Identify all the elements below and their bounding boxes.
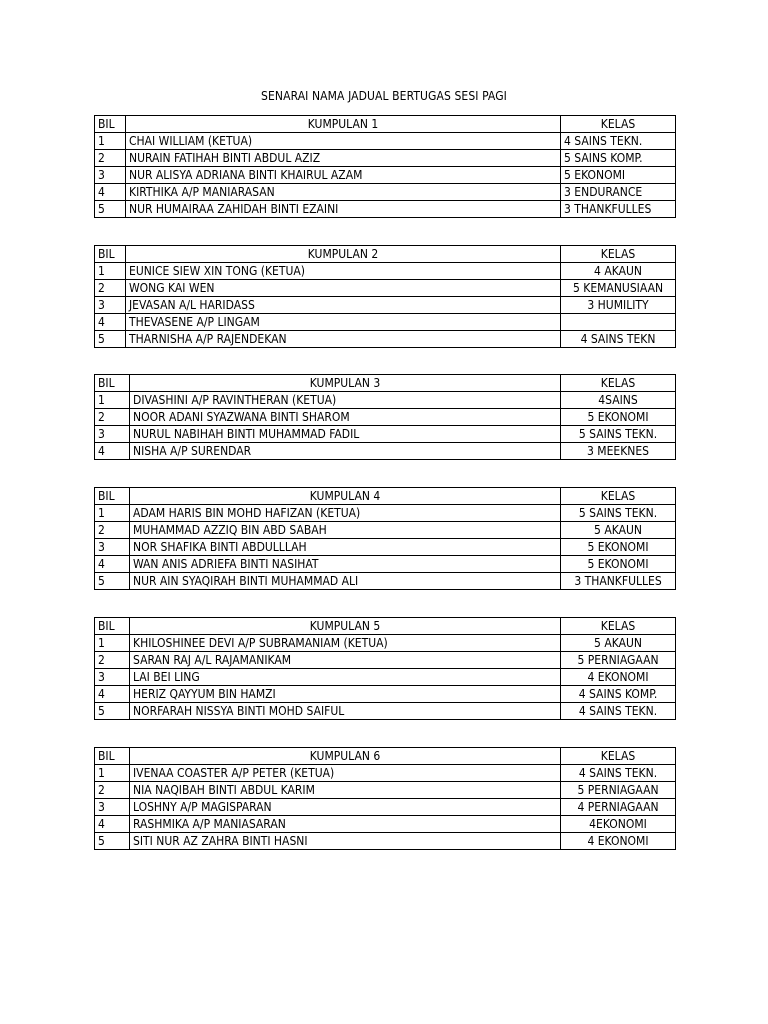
- table-row: [95, 522, 676, 539]
- student-name: NOR SHAFIKA BINTI ABDULLLAH: [130, 539, 561, 556]
- student-name: JEVASAN A/L HARIDASS: [126, 297, 561, 314]
- row-number: 3: [95, 539, 130, 556]
- student-class: 3 HUMILITY: [561, 297, 676, 314]
- student-name: HERIZ QAYYUM BIN HAMZI: [130, 686, 561, 703]
- table-row: [95, 426, 676, 443]
- table-row: [95, 505, 676, 522]
- group-name-header: KUMPULAN 5: [130, 618, 561, 635]
- row-number: 3: [95, 799, 130, 816]
- table-row: [95, 392, 676, 409]
- row-number: 2: [95, 652, 130, 669]
- table-row: [95, 314, 676, 331]
- kumpulan-5-table: [94, 617, 676, 720]
- row-number: 5: [95, 573, 130, 590]
- row-number: 2: [95, 409, 130, 426]
- table-row: [95, 669, 676, 686]
- row-number: 4: [95, 816, 130, 833]
- student-name: IVENAA COASTER A/P PETER (KETUA): [130, 765, 561, 782]
- student-class: 3 ENDURANCE: [561, 184, 676, 201]
- row-number: 1: [95, 505, 130, 522]
- kumpulan-4-table: [94, 487, 676, 590]
- table-row: [95, 331, 676, 348]
- table-row: [95, 133, 676, 150]
- table-row: [95, 184, 676, 201]
- row-number: 4: [95, 443, 130, 460]
- row-number: 3: [95, 167, 126, 184]
- student-name: NURUL NABIHAH BINTI MUHAMMAD FADIL: [130, 426, 561, 443]
- kelas-header: KELAS: [561, 375, 676, 392]
- student-name: EUNICE SIEW XIN TONG (KETUA): [126, 263, 561, 280]
- student-class: 4 SAINS TEKN: [561, 331, 676, 348]
- student-name: THARNISHA A/P RAJENDEKAN: [126, 331, 561, 348]
- group-name-header: KUMPULAN 4: [130, 488, 561, 505]
- row-number: 1: [95, 263, 126, 280]
- student-name: CHAI WILLIAM (KETUA): [126, 133, 561, 150]
- student-class: 4 AKAUN: [561, 263, 676, 280]
- student-class: 5 SAINS TEKN.: [561, 505, 676, 522]
- table-row: [95, 443, 676, 460]
- row-number: 4: [95, 314, 126, 331]
- student-name: WAN ANIS ADRIEFA BINTI NASIHAT: [130, 556, 561, 573]
- student-class: 4 EKONOMI: [561, 833, 676, 850]
- row-number: 3: [95, 669, 130, 686]
- row-number: 1: [95, 635, 130, 652]
- student-class: 3 THANKFULLES: [561, 573, 676, 590]
- row-number: 4: [95, 686, 130, 703]
- kelas-header: KELAS: [561, 116, 676, 133]
- kelas-header: KELAS: [561, 488, 676, 505]
- table-row: [95, 297, 676, 314]
- row-number: 5: [95, 833, 130, 850]
- student-name: LAI BEI LING: [130, 669, 561, 686]
- table-row: [95, 799, 676, 816]
- student-name: MUHAMMAD AZZIQ BIN ABD SABAH: [130, 522, 561, 539]
- student-name: THEVASENE A/P LINGAM: [126, 314, 561, 331]
- student-class: 5 PERNIAGAAN: [561, 652, 676, 669]
- table-row: [95, 703, 676, 720]
- table-row: [95, 686, 676, 703]
- table-row: [95, 765, 676, 782]
- student-name: KHILOSHINEE DEVI A/P SUBRAMANIAM (KETUA): [130, 635, 561, 652]
- student-class: 5 EKONOMI: [561, 556, 676, 573]
- row-number: 2: [95, 782, 130, 799]
- table-row: [95, 409, 676, 426]
- group-name-header: KUMPULAN 2: [126, 246, 561, 263]
- student-class: 5 EKONOMI: [561, 409, 676, 426]
- document-title: SENARAI NAMA JADUAL BERTUGAS SESI PAGI: [261, 89, 507, 103]
- student-class: 5 EKONOMI: [561, 539, 676, 556]
- kelas-header: KELAS: [561, 748, 676, 765]
- row-number: 4: [95, 556, 130, 573]
- kumpulan-1-table: [94, 115, 676, 218]
- row-number: 1: [95, 133, 126, 150]
- table-row: [95, 573, 676, 590]
- row-number: 4: [95, 184, 126, 201]
- student-name: NUR AIN SYAQIRAH BINTI MUHAMMAD ALI: [130, 573, 561, 590]
- student-class: [561, 314, 676, 331]
- row-number: 1: [95, 765, 130, 782]
- student-class: 3 MEEKNES: [561, 443, 676, 460]
- table-row: [95, 833, 676, 850]
- student-class: 5 EKONOMI: [561, 167, 676, 184]
- student-class: 5 KEMANUSIAAN: [561, 280, 676, 297]
- student-name: NUR HUMAIRAA ZAHIDAH BINTI EZAINI: [126, 201, 561, 218]
- student-class: 5 AKAUN: [561, 522, 676, 539]
- student-class: 4 SAINS TEKN.: [561, 133, 676, 150]
- table-header-row: [95, 618, 676, 635]
- student-name: LOSHNY A/P MAGISPARAN: [130, 799, 561, 816]
- student-class: 4 SAINS TEKN.: [561, 703, 676, 720]
- table-row: [95, 635, 676, 652]
- kelas-header: KELAS: [561, 618, 676, 635]
- table-row: [95, 201, 676, 218]
- table-row: [95, 816, 676, 833]
- table-row: [95, 556, 676, 573]
- bil-header: BIL: [95, 488, 130, 505]
- table-row: [95, 782, 676, 799]
- student-name: NOOR ADANI SYAZWANA BINTI SHAROM: [130, 409, 561, 426]
- group-name-header: KUMPULAN 6: [130, 748, 561, 765]
- table-row: [95, 280, 676, 297]
- student-name: KIRTHIKA A/P MANIARASAN: [126, 184, 561, 201]
- table-row: [95, 150, 676, 167]
- student-class: 4EKONOMI: [561, 816, 676, 833]
- table-header-row: [95, 246, 676, 263]
- row-number: 3: [95, 297, 126, 314]
- student-class: 5 PERNIAGAAN: [561, 782, 676, 799]
- table-header-row: [95, 748, 676, 765]
- table-row: [95, 263, 676, 280]
- row-number: 5: [95, 331, 126, 348]
- student-class: 4 PERNIAGAAN: [561, 799, 676, 816]
- kumpulan-3-table: [94, 374, 676, 460]
- student-name: NURAIN FATIHAH BINTI ABDUL AZIZ: [126, 150, 561, 167]
- kelas-header: KELAS: [561, 246, 676, 263]
- row-number: 1: [95, 392, 130, 409]
- student-name: NUR ALISYA ADRIANA BINTI KHAIRUL AZAM: [126, 167, 561, 184]
- table-row: [95, 652, 676, 669]
- row-number: 2: [95, 150, 126, 167]
- table-row: [95, 539, 676, 556]
- row-number: 5: [95, 201, 126, 218]
- table-row: [95, 167, 676, 184]
- student-class: 4 SAINS KOMP.: [561, 686, 676, 703]
- student-name: NIA NAQIBAH BINTI ABDUL KARIM: [130, 782, 561, 799]
- row-number: 2: [95, 522, 130, 539]
- bil-header: BIL: [95, 246, 126, 263]
- student-name: SARAN RAJ A/L RAJAMANIKAM: [130, 652, 561, 669]
- student-class: 4 EKONOMI: [561, 669, 676, 686]
- bil-header: BIL: [95, 116, 126, 133]
- student-name: DIVASHINI A/P RAVINTHERAN (KETUA): [130, 392, 561, 409]
- student-class: 5 AKAUN: [561, 635, 676, 652]
- row-number: 2: [95, 280, 126, 297]
- kumpulan-2-table: [94, 245, 676, 348]
- student-class: 4SAINS: [561, 392, 676, 409]
- table-header-row: [95, 488, 676, 505]
- student-name: ADAM HARIS BIN MOHD HAFIZAN (KETUA): [130, 505, 561, 522]
- row-number: 3: [95, 426, 130, 443]
- student-class: 4 SAINS TEKN.: [561, 765, 676, 782]
- student-name: RASHMIKA A/P MANIASARAN: [130, 816, 561, 833]
- table-header-row: [95, 116, 676, 133]
- student-class: 5 SAINS TEKN.: [561, 426, 676, 443]
- bil-header: BIL: [95, 618, 130, 635]
- student-name: NISHA A/P SURENDAR: [130, 443, 561, 460]
- row-number: 5: [95, 703, 130, 720]
- student-class: 5 SAINS KOMP.: [561, 150, 676, 167]
- student-class: 3 THANKFULLES: [561, 201, 676, 218]
- student-name: WONG KAI WEN: [126, 280, 561, 297]
- kumpulan-6-table: [94, 747, 676, 850]
- student-name: SITI NUR AZ ZAHRA BINTI HASNI: [130, 833, 561, 850]
- student-name: NORFARAH NISSYA BINTI MOHD SAIFUL: [130, 703, 561, 720]
- group-name-header: KUMPULAN 1: [126, 116, 561, 133]
- table-header-row: [95, 375, 676, 392]
- bil-header: BIL: [95, 748, 130, 765]
- bil-header: BIL: [95, 375, 130, 392]
- group-name-header: KUMPULAN 3: [130, 375, 561, 392]
